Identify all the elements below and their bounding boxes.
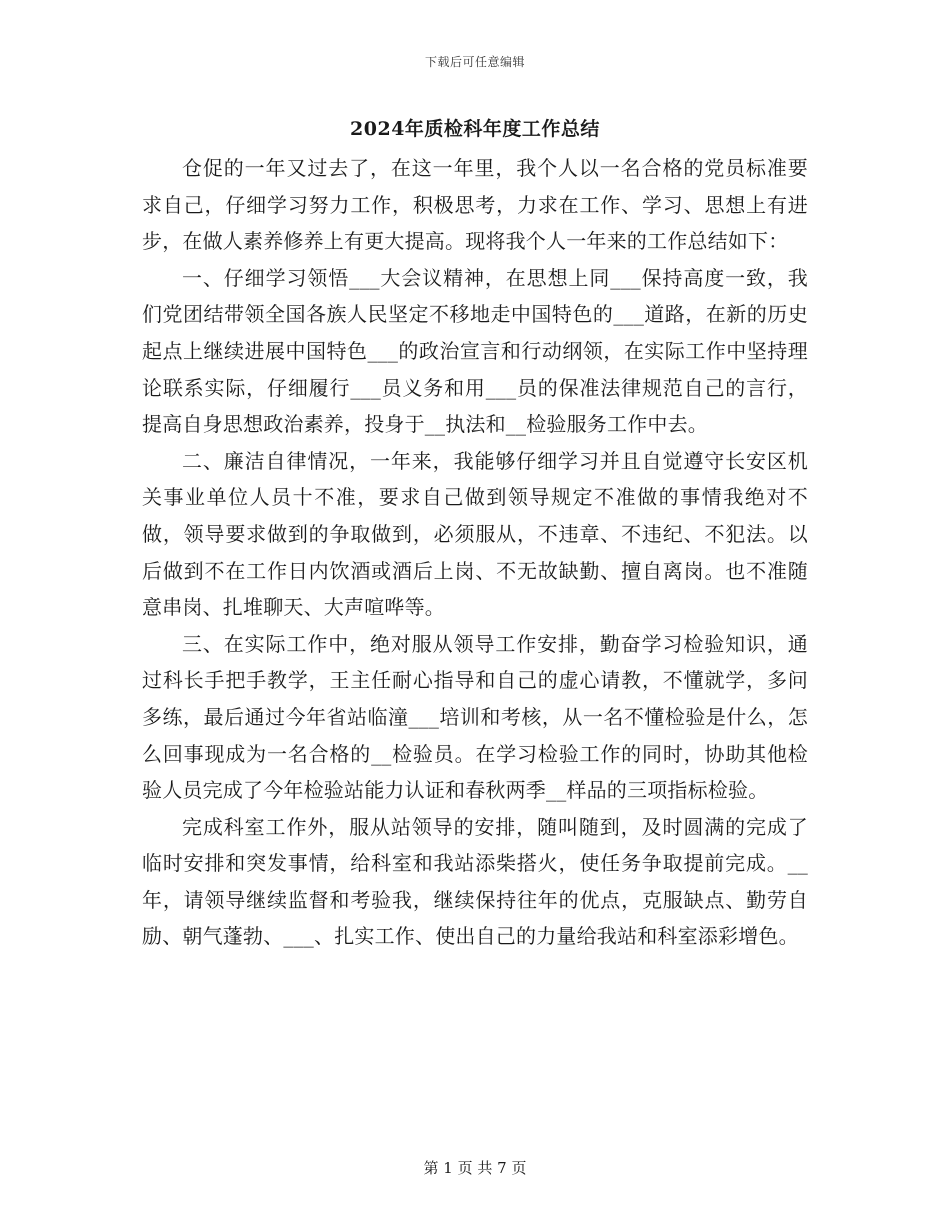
- page-number: 第 1 页 共 7 页: [423, 1159, 527, 1177]
- paragraph-section-1: 一、仔细学习领悟___大会议精神，在思想上同___保持高度一致，我们党团结带领全国各族人民坚定不移地走中国特色的___道路，在新的历史起点上继续进展中国特色___的政治宣言和行动纲领，在实际工作中坚持理论联系实际，仔细履行___员义务和用___员的保准法律规范自己的言行，提高自身思想政治素养，投身于__执法和__检验服务工作中去。: [142, 265, 808, 437]
- paragraph-intro: 仓促的一年又过去了，在这一年里，我个人以一名合格的党员标准要求自己，仔细学习努力工作，积极思考，力求在工作、学习、思想上有进步，在做人素养修养上有更大提高。现将我个人一年来的工作总结如下：: [142, 156, 808, 254]
- paragraph-section-3: 三、在实际工作中，绝对服从领导工作安排，勤奋学习检验知识，通过科长手把手教学，王主任耐心指导和自己的虚心请教，不懂就学，多问多练，最后通过今年省站临潼___培训和考核，从一名不懂检验是什么，怎么回事现成为一名合格的__检验员。在学习检验工作的同时，协助其他检验人员完成了今年检验站能力认证和春秋两季__样品的三项指标检验。: [142, 631, 808, 803]
- header-note: 下载后可任意编辑: [424, 55, 525, 69]
- paragraph-closing: 完成科室工作外，服从站领导的安排，随叫随到，及时圆满的完成了临时安排和突发事情，给科室和我站添柴搭火，使任务争取提前完成。__年，请领导继续监督和考验我，继续保持往年的优点，克服缺点、勤劳自励、朝气蓬勃、___、扎实工作、使出自己的力量给我站和科室添彩增色。: [142, 814, 808, 949]
- document-title: 2024年质检科年度工作总结: [350, 118, 600, 140]
- document-body: [142, 150, 808, 955]
- paragraph-section-2: 二、廉洁自律情况，一年来，我能够仔细学习并且自觉遵守长安区机关事业单位人员十不准，要求自己做到领导规定不准做的事情我绝对不做，领导要求做到的争取做到，必须服从，不违章、不违纪、不犯法。以后做到不在工作日内饮酒或酒后上岗、不无故缺勤、擅自离岗。也不准随意串岗、扎堆聊天、大声喧哗等。: [142, 448, 808, 620]
